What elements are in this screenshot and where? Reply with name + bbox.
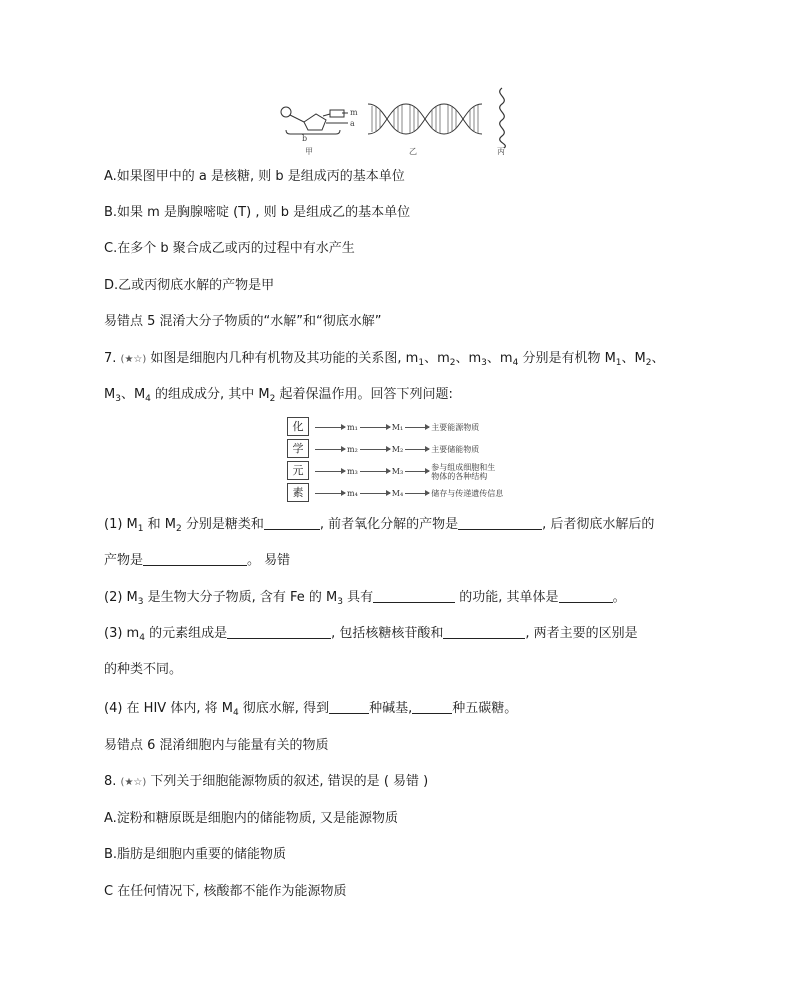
q6-option-c: C.在多个 b 聚合成乙或丙的过程中有水产生 [104,241,355,256]
q7-part3-line2: 的种类不同。 [104,662,183,677]
q-text: 的元素组成是 [144,626,228,641]
sub: 4 [232,708,239,718]
q8-option-b: B.脂肪是细胞内重要的储能物质 [104,847,287,862]
q-text: 种碱基, [369,701,413,716]
q-text: , 前者氧化分解的产物是 [319,517,459,532]
sub: 2 [645,358,652,368]
sub: 2 [175,524,182,534]
q-text: 彻底水解, 得到 [238,701,330,716]
sub: 4 [139,633,145,643]
q7-part1-line1 [104,516,654,538]
answer-blank[interactable] [264,516,320,530]
q8-stem [104,773,428,792]
sub: 4 [145,394,151,404]
label-m: m [350,108,358,117]
answer-blank[interactable] [227,625,331,639]
q7-stem-text: M [104,387,116,402]
q7-number: 7. [104,351,117,366]
sub: 2 [269,394,276,404]
sub: 1 [615,358,622,368]
answer-blank[interactable] [443,625,525,639]
q7-stem-line1 [104,350,665,372]
element-box: 学 [287,439,309,458]
q7-stem-text: 起着保温作用。回答下列问题: [275,387,453,402]
flow-row [313,418,479,435]
label-b: b [302,134,308,143]
monomer-label: m₁ [347,422,358,432]
q-text: 具有 [343,590,374,605]
q7-stem-text: 、M [621,351,646,366]
answer-blank[interactable] [458,516,542,530]
q7-part4 [104,700,517,722]
macromolecule-label: M₁ [391,422,404,432]
label-a: a [350,119,355,128]
sub: 3 [137,597,144,607]
section-heading-6: 易错点 6 混淆细胞内与能量有关的物质 [104,738,329,753]
q-text: 产物是 [104,553,144,568]
q7-stem-line2 [104,386,453,408]
q8-stem-text: 下列关于细胞能源物质的叙述, 错误的是 ( 易错 ) [150,774,429,789]
single-strand-diagram [500,88,506,148]
q8-option-c: C 在任何情况下, 核酸都不能作为能源物质 [104,884,347,899]
section-heading-5: 易错点 5 混淆大分子物质的“水解”和“彻底水解” [104,314,382,329]
answer-blank[interactable] [412,700,452,714]
q7-part1-line2 [104,552,290,570]
q-text: 和 M [143,517,176,532]
sub: 3 [481,358,487,368]
sub: 3 [115,394,121,404]
q7-stem-text: 、 [651,351,665,366]
element-box: 化 [287,417,309,436]
q8-number: 8. [104,774,117,789]
function-label: 物体的各种结构 [431,472,488,481]
q-text: 。 [612,590,626,605]
sub: 3 [337,597,344,607]
q6-option-a: A.如果图甲中的 a 是核糖, 则 b 是组成丙的基本单位 [104,169,405,184]
element-box: 元 [287,461,309,480]
q-text: 分别是糖类和 [181,517,264,532]
q6-option-b: B.如果 m 是胸腺嘧啶 (T) , 则 b 是组成乙的基本单位 [104,205,411,220]
answer-blank[interactable] [143,552,247,566]
star-icon: (★☆) [120,777,147,788]
sub: 2 [449,358,456,368]
q8-option-a: A.淀粉和糖原既是细胞内的储能物质, 又是能源物质 [104,811,399,826]
label-bing: 丙 [497,147,505,156]
q-text: , 后者彻底水解后的 [542,517,655,532]
q7-stem-text: 分别是有机物 M [518,351,616,366]
q7-stem-text: 、M [120,387,146,402]
answer-blank[interactable] [373,589,455,603]
label-yi: 乙 [409,147,417,156]
q-text: (3) m [104,626,140,641]
macromolecule-label: M₄ [391,488,404,498]
answer-blank[interactable] [559,589,613,603]
answer-blank[interactable] [329,700,369,714]
sub: 4 [512,358,519,368]
q7-stem-text: 如图是细胞内几种有机物及其功能的关系图, m [150,351,419,366]
flow-row [313,484,503,501]
macromolecule-label: M₃ [391,467,404,476]
q7-stem-text: 的组成成分, 其中 M [150,387,270,402]
q-text: , 包括核糖核苷酸和 [331,626,444,641]
flow-row [313,440,479,457]
nucleotide-diagram [281,107,348,134]
q7-stem-text: 、m [424,351,450,366]
sub: 1 [418,358,425,368]
q-text: (2) M [104,590,138,605]
function-label: 参与组成细胞和生 [431,462,496,472]
q-text: (4) 在 HIV 体内, 将 M [104,701,233,716]
double-helix-diagram [368,104,482,134]
q-text: 的功能, 其单体是 [455,590,559,605]
label-jia: 甲 [305,147,313,156]
sub: 1 [137,524,144,534]
function-label: 储存与传递遗传信息 [431,488,504,498]
q7-part3-line1 [104,625,638,647]
monomer-label: m₄ [347,488,358,498]
flow-row [313,462,495,479]
function-label: 主要能源物质 [431,422,480,432]
organic-matter-flow-diagram [287,417,517,502]
q-text: 是生物大分子物质, 含有 Fe 的 M [143,590,338,605]
monomer-label: m₂ [347,444,358,454]
q-text: 。 易错 [247,553,291,568]
monomer-label: m₃ [347,467,358,476]
q7-part2 [104,589,626,611]
element-box: 素 [287,483,309,502]
star-icon: (★☆) [120,354,147,365]
function-label: 主要储能物质 [431,444,480,454]
q-text: , 两者主要的区别是 [525,626,638,641]
macromolecule-label: M₂ [391,444,404,454]
q6-option-d: D.乙或丙彻底水解的产物是甲 [104,278,275,293]
q7-stem-text: 、m [455,351,482,366]
q7-stem-text: 、m [486,351,513,366]
q-text: (1) M [104,517,138,532]
q-text: 种五碳糖。 [452,701,518,716]
